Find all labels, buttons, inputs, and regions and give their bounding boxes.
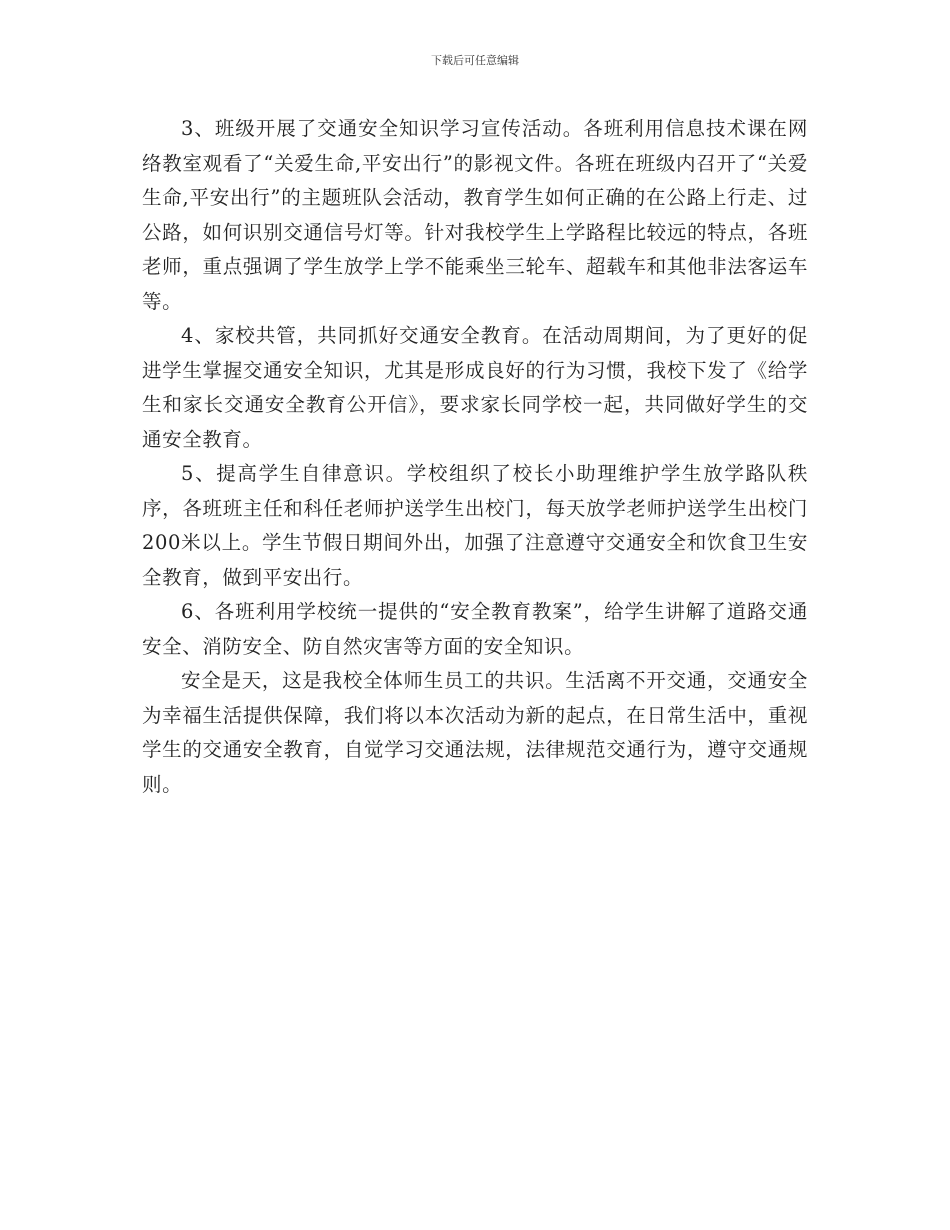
page-header: 下载后可任意编辑: [431, 54, 519, 67]
paragraph-6: 6、各班利用学校统一提供的“安全教育教案”，给学生讲解了道路交通安全、消防安全、防自然灾害等方面的安全知识。: [142, 600, 808, 658]
paragraph-4: 4、家校共管，共同抓好交通安全教育。在活动周期间，为了更好的促进学生掌握交通安全知识，尤其是形成良好的行为习惯，我校下发了《给学生和家长交通安全教育公开信》，要求家长同学校一起，共同做好学生的交通安全教育。: [142, 324, 808, 451]
paragraph-3: 3、班级开展了交通安全知识学习宣传活动。各班利用信息技术课在网络教室观看了“关爱生命,平安出行”的影视文件。各班在班级内召开了“关爱生命,平安出行”的主题班队会活动，教育学生如何正确的在公路上行走、过公路，如何识别交通信号灯等。针对我校学生上学路程比较远的特点，各班老师，重点强调了学生放学上学不能乘坐三轮车、超载车和其他非法客运车等。: [142, 117, 808, 313]
paragraph-conclusion: 安全是天，这是我校全体师生员工的共识。生活离不开交通，交通安全为幸福生活提供保障，我们将以本次活动为新的起点，在日常生活中，重视学生的交通安全教育，自觉学习交通法规，法律规范交通行为，遵守交通规则。: [142, 669, 808, 796]
document-body: [142, 112, 808, 802]
paragraph-5: 5、提高学生自律意识。学校组织了校长小助理维护学生放学路队秩序，各班班主任和科任老师护送学生出校门，每天放学老师护送学生出校门200米以上。学生节假日期间外出，加强了注意遵守交通安全和饮食卫生安全教育，做到平安出行。: [142, 462, 808, 589]
